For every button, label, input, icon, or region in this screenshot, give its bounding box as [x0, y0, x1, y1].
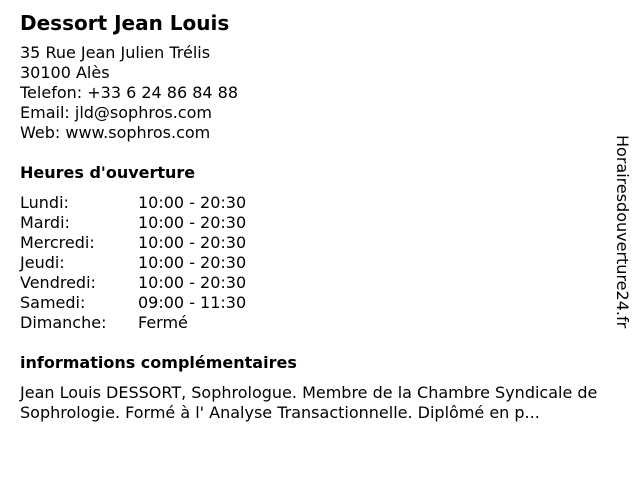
hours-time: 10:00 - 20:30	[138, 193, 247, 212]
hours-day: Samedi:	[20, 293, 86, 312]
hours-day: Vendredi:	[20, 273, 96, 292]
site-watermark-label: Horairesdouverture24.fr	[613, 135, 632, 329]
hours-day: Jeudi:	[20, 253, 65, 272]
hours-row	[20, 253, 620, 273]
opening-hours-table	[20, 193, 620, 333]
hours-time: 10:00 - 20:30	[138, 233, 247, 252]
hours-time: 09:00 - 11:30	[138, 293, 247, 312]
additional-info-title: informations complémentaires	[20, 353, 297, 372]
phone-line: Telefon: +33 6 24 86 84 88	[20, 83, 239, 102]
hours-row	[20, 293, 620, 313]
hours-day: Mardi:	[20, 213, 70, 232]
web-line: Web: www.sophros.com	[20, 123, 211, 142]
hours-time: 10:00 - 20:30	[138, 273, 247, 292]
hours-row	[20, 273, 620, 293]
business-name: Dessort Jean Louis	[20, 11, 230, 35]
hours-row	[20, 213, 620, 233]
address-city: 30100 Alès	[20, 63, 110, 82]
hours-day: Dimanche:	[20, 313, 107, 332]
business-card	[20, 10, 620, 423]
opening-hours-title: Heures d'ouverture	[20, 163, 196, 182]
hours-time: Fermé	[138, 313, 188, 332]
address-street: 35 Rue Jean Julien Trélis	[20, 43, 211, 62]
hours-row	[20, 233, 620, 253]
hours-day: Mercredi:	[20, 233, 95, 252]
hours-time: 10:00 - 20:30	[138, 213, 247, 232]
additional-info-text: Jean Louis DESSORT, Sophrologue. Membre de la Chambre Syndicale de Sophrologie. Formé à l' Analyse Transactionnelle. Diplômé en p...	[20, 383, 598, 422]
hours-row	[20, 193, 620, 213]
email-line: Email: jld@sophros.com	[20, 103, 212, 122]
hours-time: 10:00 - 20:30	[138, 253, 247, 272]
hours-day: Lundi:	[20, 193, 69, 212]
hours-row	[20, 313, 620, 333]
